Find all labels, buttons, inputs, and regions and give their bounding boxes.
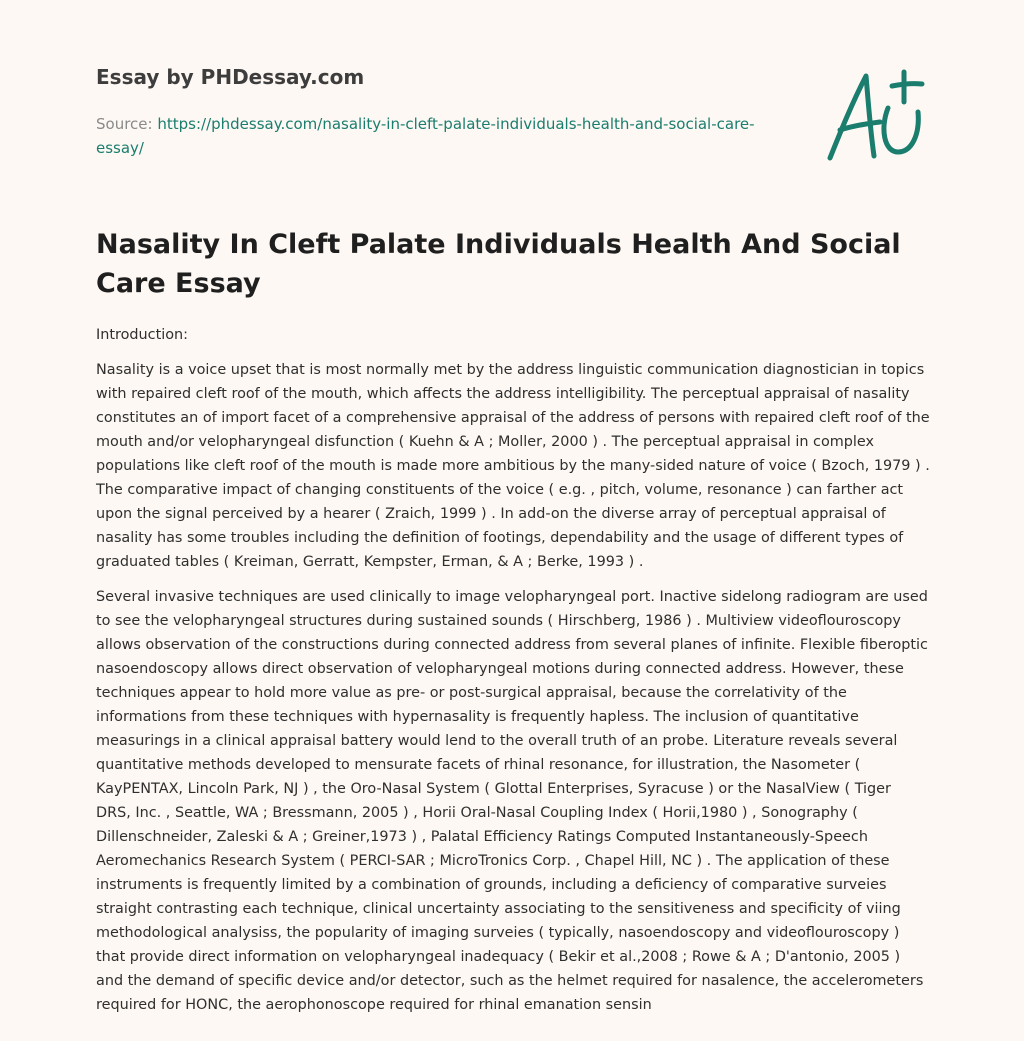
source-link[interactable]: https://phdessay.com/nasality-in-cleft-palate-individuals-health-and-social-care-essay/ (96, 115, 755, 157)
essay-body (96, 323, 930, 1028)
a-plus-logo-icon (818, 68, 930, 164)
document-header (96, 62, 776, 160)
site-brand: Essay by PHDessay.com (96, 65, 365, 89)
intro-heading: Introduction: (96, 327, 188, 343)
paragraph-2: Several invasive techniques are used clinically to image velopharyngeal port. Inactive sidelong radiogram are used to see the velopharyngeal structures during sustained sounds ( Hirschberg, 1986 ) . Multiview videoflouroscopy allows observation of the constructions during connected address from several planes of infinite. Flexible fiberoptic nasoendoscopy allows direct observation of velopharyngeal motions during connected address. However, these techniques appear to hold more value as pre- or post-surgical appraisal, because the correlativity of the informations from these techniques with hypernasality is frequently hapless. The inclusion of quantitative measurings in a clinical appraisal battery would lend to the overall truth of an probe. Literature reveals several quantitative methods developed to mensurate facets of rhinal resonance, for illustration, the Nasometer ( KayPENTAX, Lincoln Park, NJ ) , the Oro-Nasal System ( Glottal Enterprises, Syracuse ) or the NasalView ( Tiger DRS, Inc. , Seattle, WA ; Bressmann, 2005 ) , Horii Oral-Nasal Coupling Index ( Horii,1980 ) , Sonography ( Dillenschneider, Zaleski & A ; Greiner,1973 ) , Palatal Efficiency Ratings Computed Instantaneously-Speech Aeromechanics Research System ( PERCI-SAR ; MicroTronics Corp. , Chapel Hill, NC ) . The application of these instruments is frequently limited by a combination of grounds, including a deficiency of comparative surveies straight contrasting each technique, clinical uncertainty associating to the sensitiveness and specificity of viing methodological analysiss, the popularity of imaging surveies ( typically, nasoendoscopy and videoflouroscopy ) that provide direct information on velopharyngeal inadequacy ( Bekir et al.,2008 ; Rowe & A ; D'antonio, 2005 ) and the demand of specific device and/or detector, such as the helmet required for nasalence, the accelerometers required for HONC, the aerophonoscope required for rhinal emanation sensin (96, 589, 928, 1013)
paragraph-1: Nasality is a voice upset that is most normally met by the address linguistic communication diagnostician in topics with repaired cleft roof of the mouth, which affects the address intelligibility. The perceptual appraisal of nasality constitutes an of import facet of a comprehensive appraisal of the address of persons with repaired cleft roof of the mouth and/or velopharyngeal disfunction ( Kuehn & A ; Moller, 2000 ) . The perceptual appraisal in complex populations like cleft roof of the mouth is made more ambitious by the many-sided nature of voice ( Bzoch, 1979 ) . The comparative impact of changing constituents of the voice ( e.g. , pitch, volume, resonance ) can farther act upon the signal perceived by a hearer ( Zraich, 1999 ) . In add-on the diverse array of perceptual appraisal of nasality has some troubles including the definition of footings, dependability and the usage of different types of graduated tables ( Kreiman, Gerratt, Kempster, Erman, & A ; Berke, 1993 ) . (96, 362, 930, 570)
essay-title: Nasality In Cleft Palate Individuals Health And Social Care Essay (96, 229, 901, 299)
source-label: Source: (96, 115, 153, 133)
source-line (96, 112, 776, 160)
